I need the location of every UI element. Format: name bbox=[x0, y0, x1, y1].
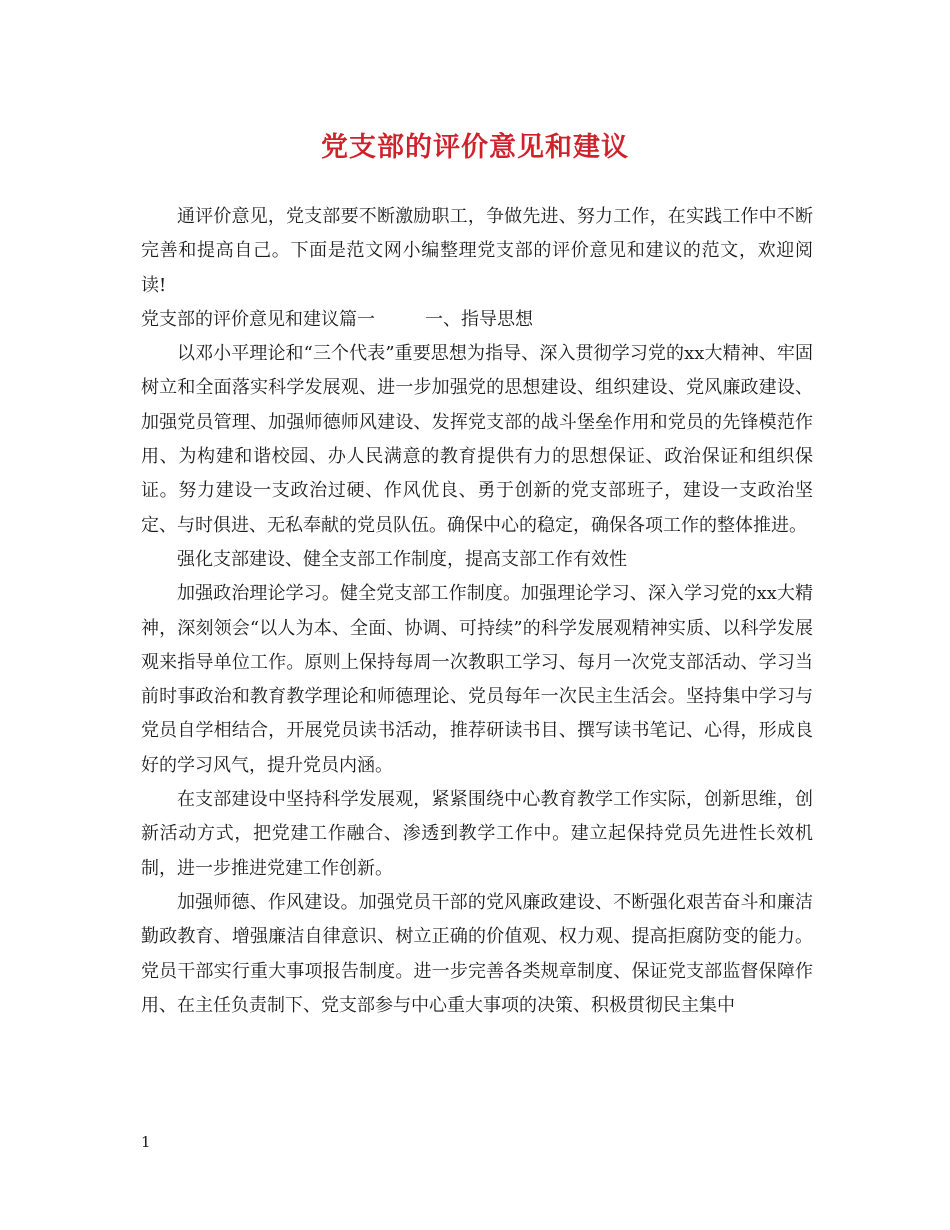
section-heading-subtitle: 一、指导思想 bbox=[425, 308, 533, 330]
document-body bbox=[141, 200, 813, 1023]
section-heading-title: 党支部的评价意见和建议篇一 bbox=[141, 308, 375, 330]
intro-paragraph: 通评价意见，党支部要不断激励职工，争做先进、努力工作，在实践工作中不断完善和提高自己。下面是范文网小编整理党支部的评价意见和建议的范文，欢迎阅读! bbox=[141, 206, 813, 296]
theory-study-paragraph: 加强政治理论学习。健全党支部工作制度。加强理论学习、深入学习党的xx大精神，深刻领会“以人为本、全面、协调、可持续”的科学发展观精神实质、以科学发展观来指导单位工作。原则上保持每周一次教职工学习、每月一次党支部活动、学习当前时事政治和教育教学理论和师德理论、党员每年一次民主生活会。坚持集中学习与党员自学相结合，开展党员读书活动，推荐研读书目、撰写读书笔记、心得，形成良好的学习风气，提升党员内涵。 bbox=[141, 583, 813, 776]
development-paragraph: 在支部建设中坚持科学发展观，紧紧围绕中心教育教学工作实际，创新思维，创新活动方式，把党建工作融合、渗透到教学工作中。建立起保持党员先进性长效机制，进一步推进党建工作创新。 bbox=[141, 789, 813, 879]
guiding-ideology-paragraph: 以邓小平理论和“三个代表”重要思想为指导、深入贯彻学习党的xx大精神、牢固树立和全面落实科学发展观、进一步加强党的思想建设、组织建设、党风廉政建设、加强党员管理、加强师德师风建设、发挥党支部的战斗堡垒作用和党员的先锋模范作用、为构建和谐校园、办人民满意的教育提供有力的思想保证、政治保证和组织保证。努力建设一支政治过硬、作风优良、勇于创新的党支部班子，建设一支政治坚定、与时俱进、无私奉献的党员队伍。确保中心的稳定，确保各项工作的整体推进。 bbox=[141, 343, 813, 536]
page-number: 1 bbox=[141, 1133, 151, 1151]
document-title: 党支部的评价意见和建议 bbox=[321, 132, 629, 163]
subheading-paragraph: 强化支部建设、健全支部工作制度，提高支部工作有效性 bbox=[177, 548, 627, 570]
section-heading bbox=[141, 303, 813, 337]
ethics-paragraph: 加强师德、作风建设。加强党员干部的党风廉政建设、不断强化艰苦奋斗和廉洁勤政教育、增强廉洁自律意识、树立正确的价值观、权力观、提高拒腐防变的能力。党员干部实行重大事项报告制度。进一步完善各类规章制度、保证党支部监督保障作用、在主任负责制下、党支部参与中心重大事项的决策、积极贯彻民主集中 bbox=[141, 891, 813, 1016]
